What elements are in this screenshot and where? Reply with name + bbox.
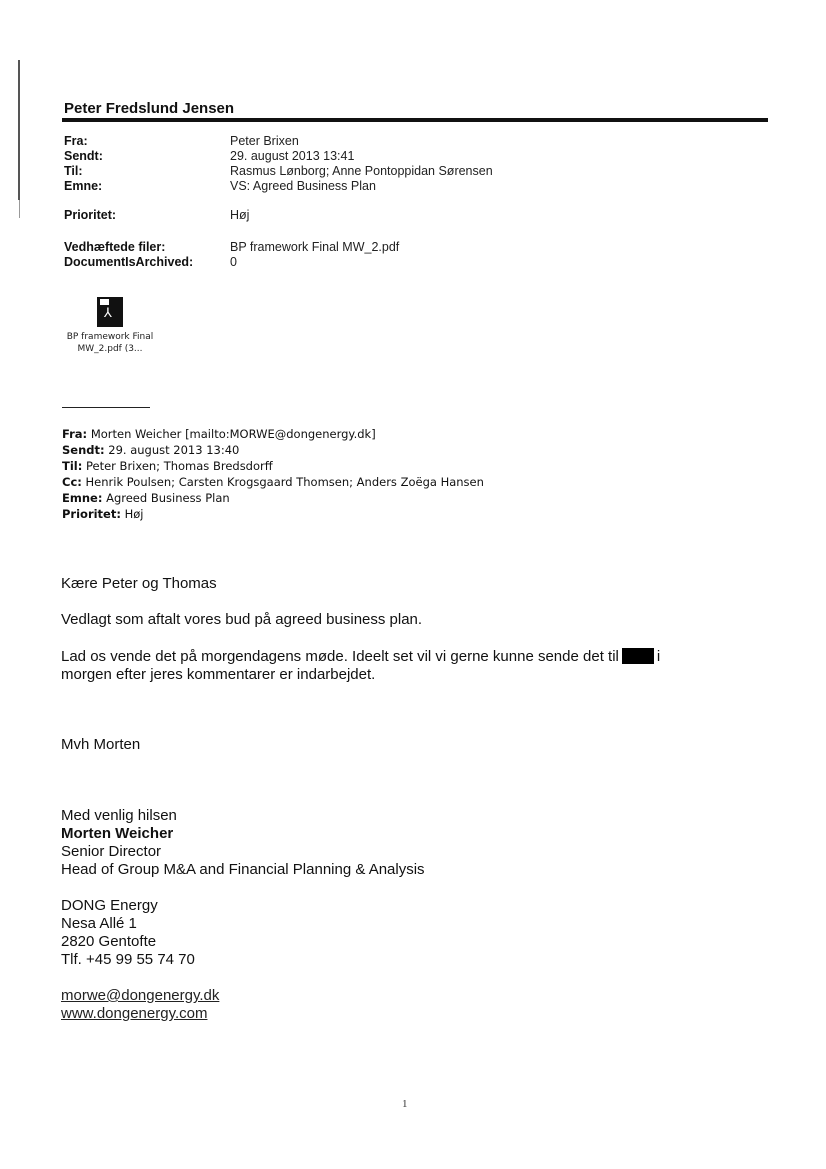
- sig-name: Morten Weicher: [61, 825, 174, 842]
- mailbox-owner-name: Peter Fredslund Jensen: [64, 100, 235, 117]
- pdf-attachment[interactable]: [60, 297, 160, 355]
- fwd-label: Emne:: [62, 491, 103, 505]
- redaction-box: [622, 648, 654, 664]
- sig-street: Nesa Allé 1: [61, 915, 137, 932]
- meta-value: BP framework Final MW_2.pdf: [230, 240, 400, 254]
- fwd-sent-line: [62, 442, 484, 458]
- fwd-label: Cc:: [62, 475, 82, 489]
- sig-email-link[interactable]: morwe@dongenergy.dk: [61, 987, 220, 1004]
- meta-value: Rasmus Lønborg; Anne Pontoppidan Sørensen: [230, 164, 493, 178]
- fwd-label: Fra:: [62, 427, 88, 441]
- meta-priority-row: [64, 208, 249, 223]
- fwd-label: Prioritet:: [62, 507, 121, 521]
- fwd-label: Til:: [62, 459, 83, 473]
- forwarded-header: [62, 426, 484, 522]
- sig-regards: Med venlig hilsen: [61, 807, 177, 824]
- fwd-value: Henrik Poulsen; Carsten Krogsgaard Thomsen; Anders Zoëga Hansen: [85, 475, 484, 489]
- scan-margin-mark: [18, 60, 20, 200]
- fwd-from-line: [62, 426, 484, 442]
- signature-block: [61, 807, 425, 1023]
- meta-from-row: [64, 134, 299, 149]
- sig-web-link[interactable]: www.dongenergy.com: [61, 1005, 208, 1022]
- greeting: Kære Peter og Thomas: [61, 575, 217, 592]
- forward-separator: [62, 407, 150, 408]
- fwd-value: Morten Weicher [mailto:MORWE@dongenergy.dk]: [90, 427, 376, 441]
- fwd-label: Sendt:: [62, 443, 105, 457]
- meta-label: Emne:: [64, 179, 103, 193]
- fwd-to-line: [62, 458, 484, 474]
- meta-label: Til:: [64, 164, 83, 178]
- fwd-value: 29. august 2013 13:40: [108, 443, 240, 457]
- sig-title: Senior Director: [61, 843, 162, 860]
- meta-archived-row: [64, 255, 237, 270]
- meta-label: Fra:: [64, 134, 88, 148]
- sig-phone: Tlf. +45 99 55 74 70: [61, 951, 195, 968]
- sig-city: 2820 Gentofte: [61, 933, 157, 950]
- meta-label: Prioritet:: [64, 208, 117, 222]
- meta-value: VS: Agreed Business Plan: [230, 179, 376, 193]
- fwd-value: Agreed Business Plan: [106, 491, 230, 505]
- scan-margin-mark: [19, 200, 20, 218]
- meta-value: Peter Brixen: [230, 134, 299, 148]
- meta-value: Høj: [230, 208, 250, 222]
- body-paragraph: [61, 648, 660, 684]
- body-text-segment: i: [656, 648, 661, 665]
- fwd-value: Høj: [124, 507, 144, 521]
- sig-company: DONG Energy: [61, 897, 158, 914]
- meta-label: Sendt:: [64, 149, 103, 163]
- meta-subject-row: [64, 179, 376, 194]
- fwd-priority-line: [62, 506, 484, 522]
- body-text-segment: Lad os vende det på morgendagens møde. Ideelt set vil vi gerne kunne sende det til: [61, 648, 619, 665]
- meta-value: 29. august 2013 13:41: [230, 149, 355, 163]
- meta-attachments-row: [64, 240, 399, 255]
- body-text-segment: morgen efter jeres kommentarer er indarbejdet.: [61, 666, 376, 683]
- sig-role: Head of Group M&A and Financial Planning & Analysis: [61, 861, 425, 878]
- fwd-value: Peter Brixen; Thomas Bredsdorff: [85, 459, 273, 473]
- attachment-label-line2: MW_2.pdf (3...: [77, 344, 143, 354]
- attachment-label-line1: BP framework Final: [66, 332, 154, 342]
- page-number: 1: [402, 1098, 408, 1110]
- meta-label: DocumentIsArchived:: [64, 255, 194, 269]
- body-paragraph: Vedlagt som aftalt vores bud på agreed business plan.: [61, 611, 423, 628]
- meta-value: 0: [230, 255, 237, 269]
- fwd-cc-line: [62, 474, 484, 490]
- pdf-file-icon: ⅄: [97, 297, 123, 327]
- meta-to-row: [64, 164, 493, 179]
- meta-label: Vedhæftede filer:: [64, 240, 166, 254]
- meta-sent-row: [64, 149, 354, 164]
- header-divider: [62, 118, 768, 122]
- closing: Mvh Morten: [61, 736, 141, 753]
- fwd-subject-line: [62, 490, 484, 506]
